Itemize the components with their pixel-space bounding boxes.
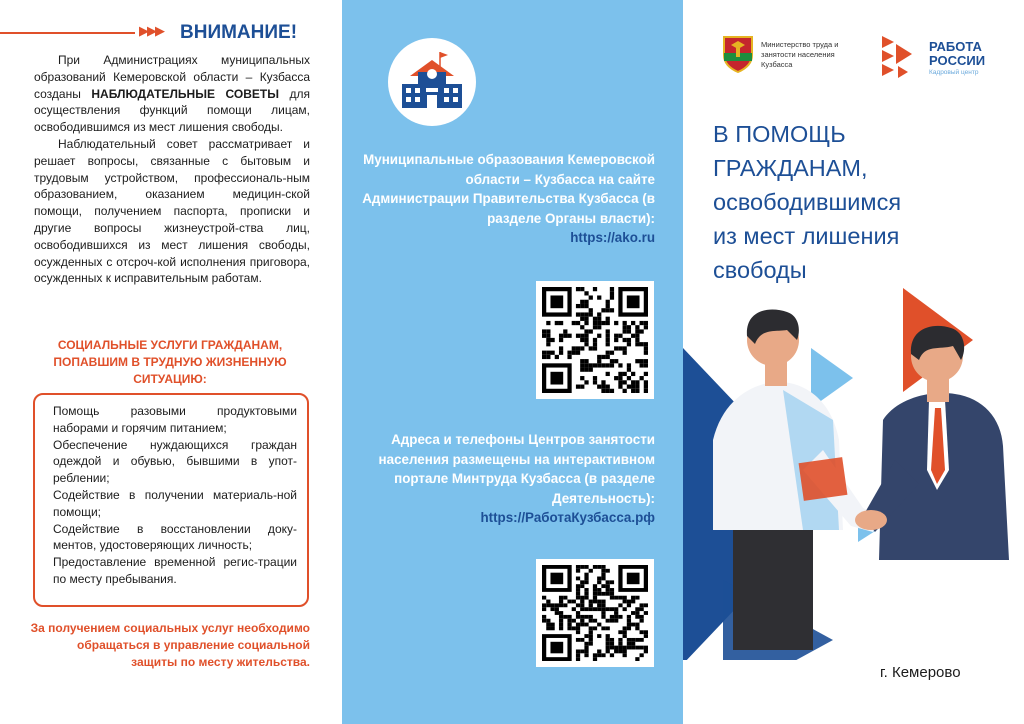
rabota-kuzbassa-link[interactable]: https://РаботаКузбасса.рф <box>480 510 655 525</box>
middle-panel <box>342 0 683 724</box>
list-item: Содействие в получении материаль-ной помощи; <box>53 487 297 519</box>
qr-code-ako <box>536 281 654 399</box>
qr-code-rabota <box>536 559 654 667</box>
triple-arrow-icon: ▶▶▶ <box>139 23 163 38</box>
title-line: из мест лишения <box>713 223 900 249</box>
kuzbass-coat-of-arms-icon <box>721 33 755 73</box>
contact-note: За получением социальных услуг необходимо обращаться в управление социальной защиты по месту жительства. <box>30 621 310 669</box>
list-item: Обеспечение нуждающихся граждан одеждой и обувью, бывшими в упот-реблении; <box>53 437 297 486</box>
brochure-title <box>713 117 1013 287</box>
rabota-rossii-logo-icon <box>878 34 922 78</box>
school-building-icon <box>388 38 476 126</box>
paragraph-1: При Администрациях муниципальных образований Кемеровской области – Кузбасса созданы НАБЛЮДАТЕЛЬНЫЕ СОВЕТЫ для осуществления функций помощи лицам, освободившимся из мест лишения свободы. <box>34 53 310 135</box>
divider <box>0 32 135 34</box>
title-line: В ПОМОЩЬ <box>713 121 846 147</box>
rabota-rossii-subtitle: Кадровый центр <box>929 69 979 76</box>
admin-info-block <box>355 150 655 248</box>
list-item: Помощь разовыми продуктовыми наборами и горячим питанием; <box>53 404 297 435</box>
city-label: г. Кемерово <box>880 664 961 681</box>
services-list <box>33 393 309 607</box>
paragraph-2: Наблюдательный совет рассматривает и решает вопросы, связанные с бытовым и трудовым устройством, профессиональ-ным образованием, оказанием медицин-ской помощи, получением паспорта, прописки и другие вопросы жизнеустрой-ства лиц, освободившихся из мест лишения свободы, осужденных с отсроч-кой исполнения приговора, осужденных к исправительным работам. <box>34 136 310 286</box>
left-panel <box>0 0 342 724</box>
title-line: ГРАЖДАНАМ, <box>713 155 868 181</box>
handshake-illustration <box>683 270 1024 660</box>
employment-centers-text: Адреса и телефоны Центров занятости населения размещены на интерактивном портале Минтруда Кузбасса (в разделе Деятельность): <box>378 432 655 506</box>
ako-link[interactable]: https://ako.ru <box>570 230 655 245</box>
employment-centers-block <box>355 430 655 528</box>
right-panel <box>683 0 1024 724</box>
title-line: освободившимся <box>713 189 902 215</box>
admin-info-text: Муниципальные образования Кемеровской области – Кузбасса на сайте Администрации Правительства Кузбасса (в разделе Органы власти): <box>362 152 655 226</box>
attention-title: ВНИМАНИЕ! <box>180 22 298 43</box>
rabota-rossii-title: РАБОТА РОССИИ <box>929 39 986 68</box>
title-line: свободы <box>713 257 807 283</box>
list-item: Предоставление временной регис-трации по месту пребывания. <box>53 555 297 586</box>
advisory-council-text <box>34 52 310 287</box>
ministry-name: Министерство труда и занятости населения Кузбасса <box>761 40 839 69</box>
list-item: Содействие в восстановлении доку-ментов, удостоверяющих личность; <box>53 521 297 553</box>
advisory-council-term: НАБЛЮДАТЕЛЬНЫЕ СОВЕТЫ <box>91 86 279 101</box>
attention-header <box>0 22 320 44</box>
social-services-heading: СОЦИАЛЬНЫЕ УСЛУГИ ГРАЖДАНАМ, ПОПАВШИМ В ТРУДНУЮ ЖИЗНЕННУЮ СИТУАЦИЮ: <box>53 338 287 386</box>
